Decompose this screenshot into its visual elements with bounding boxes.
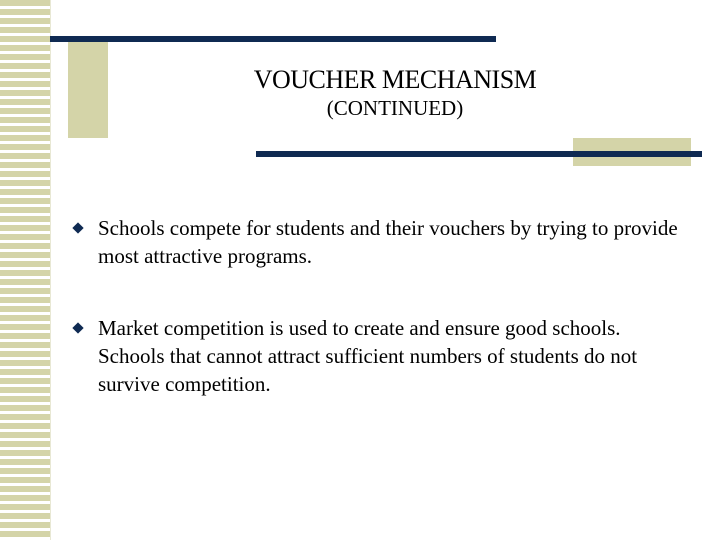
title-accent-block-left [68,38,108,138]
title-rule-bottom [256,151,702,157]
left-decorative-stripes [0,0,51,540]
bullet-text: Schools compete for students and their vouchers by trying to provide most attractive programs. [98,216,678,268]
bullet-text: Market competition is used to create and ensure good schools. Schools that cannot attract sufficient numbers of students do not survive competition. [98,316,638,396]
slide-subtitle: (CONTINUED) [326,96,464,120]
title-rule-top [50,36,496,42]
bullet-list [72,214,692,442]
slide-title: VOUCHER MECHANISM [253,65,537,94]
bullet-item [72,214,692,270]
diamond-bullet-icon [72,222,83,233]
diamond-bullet-icon [72,322,83,333]
bullet-item [72,314,692,398]
